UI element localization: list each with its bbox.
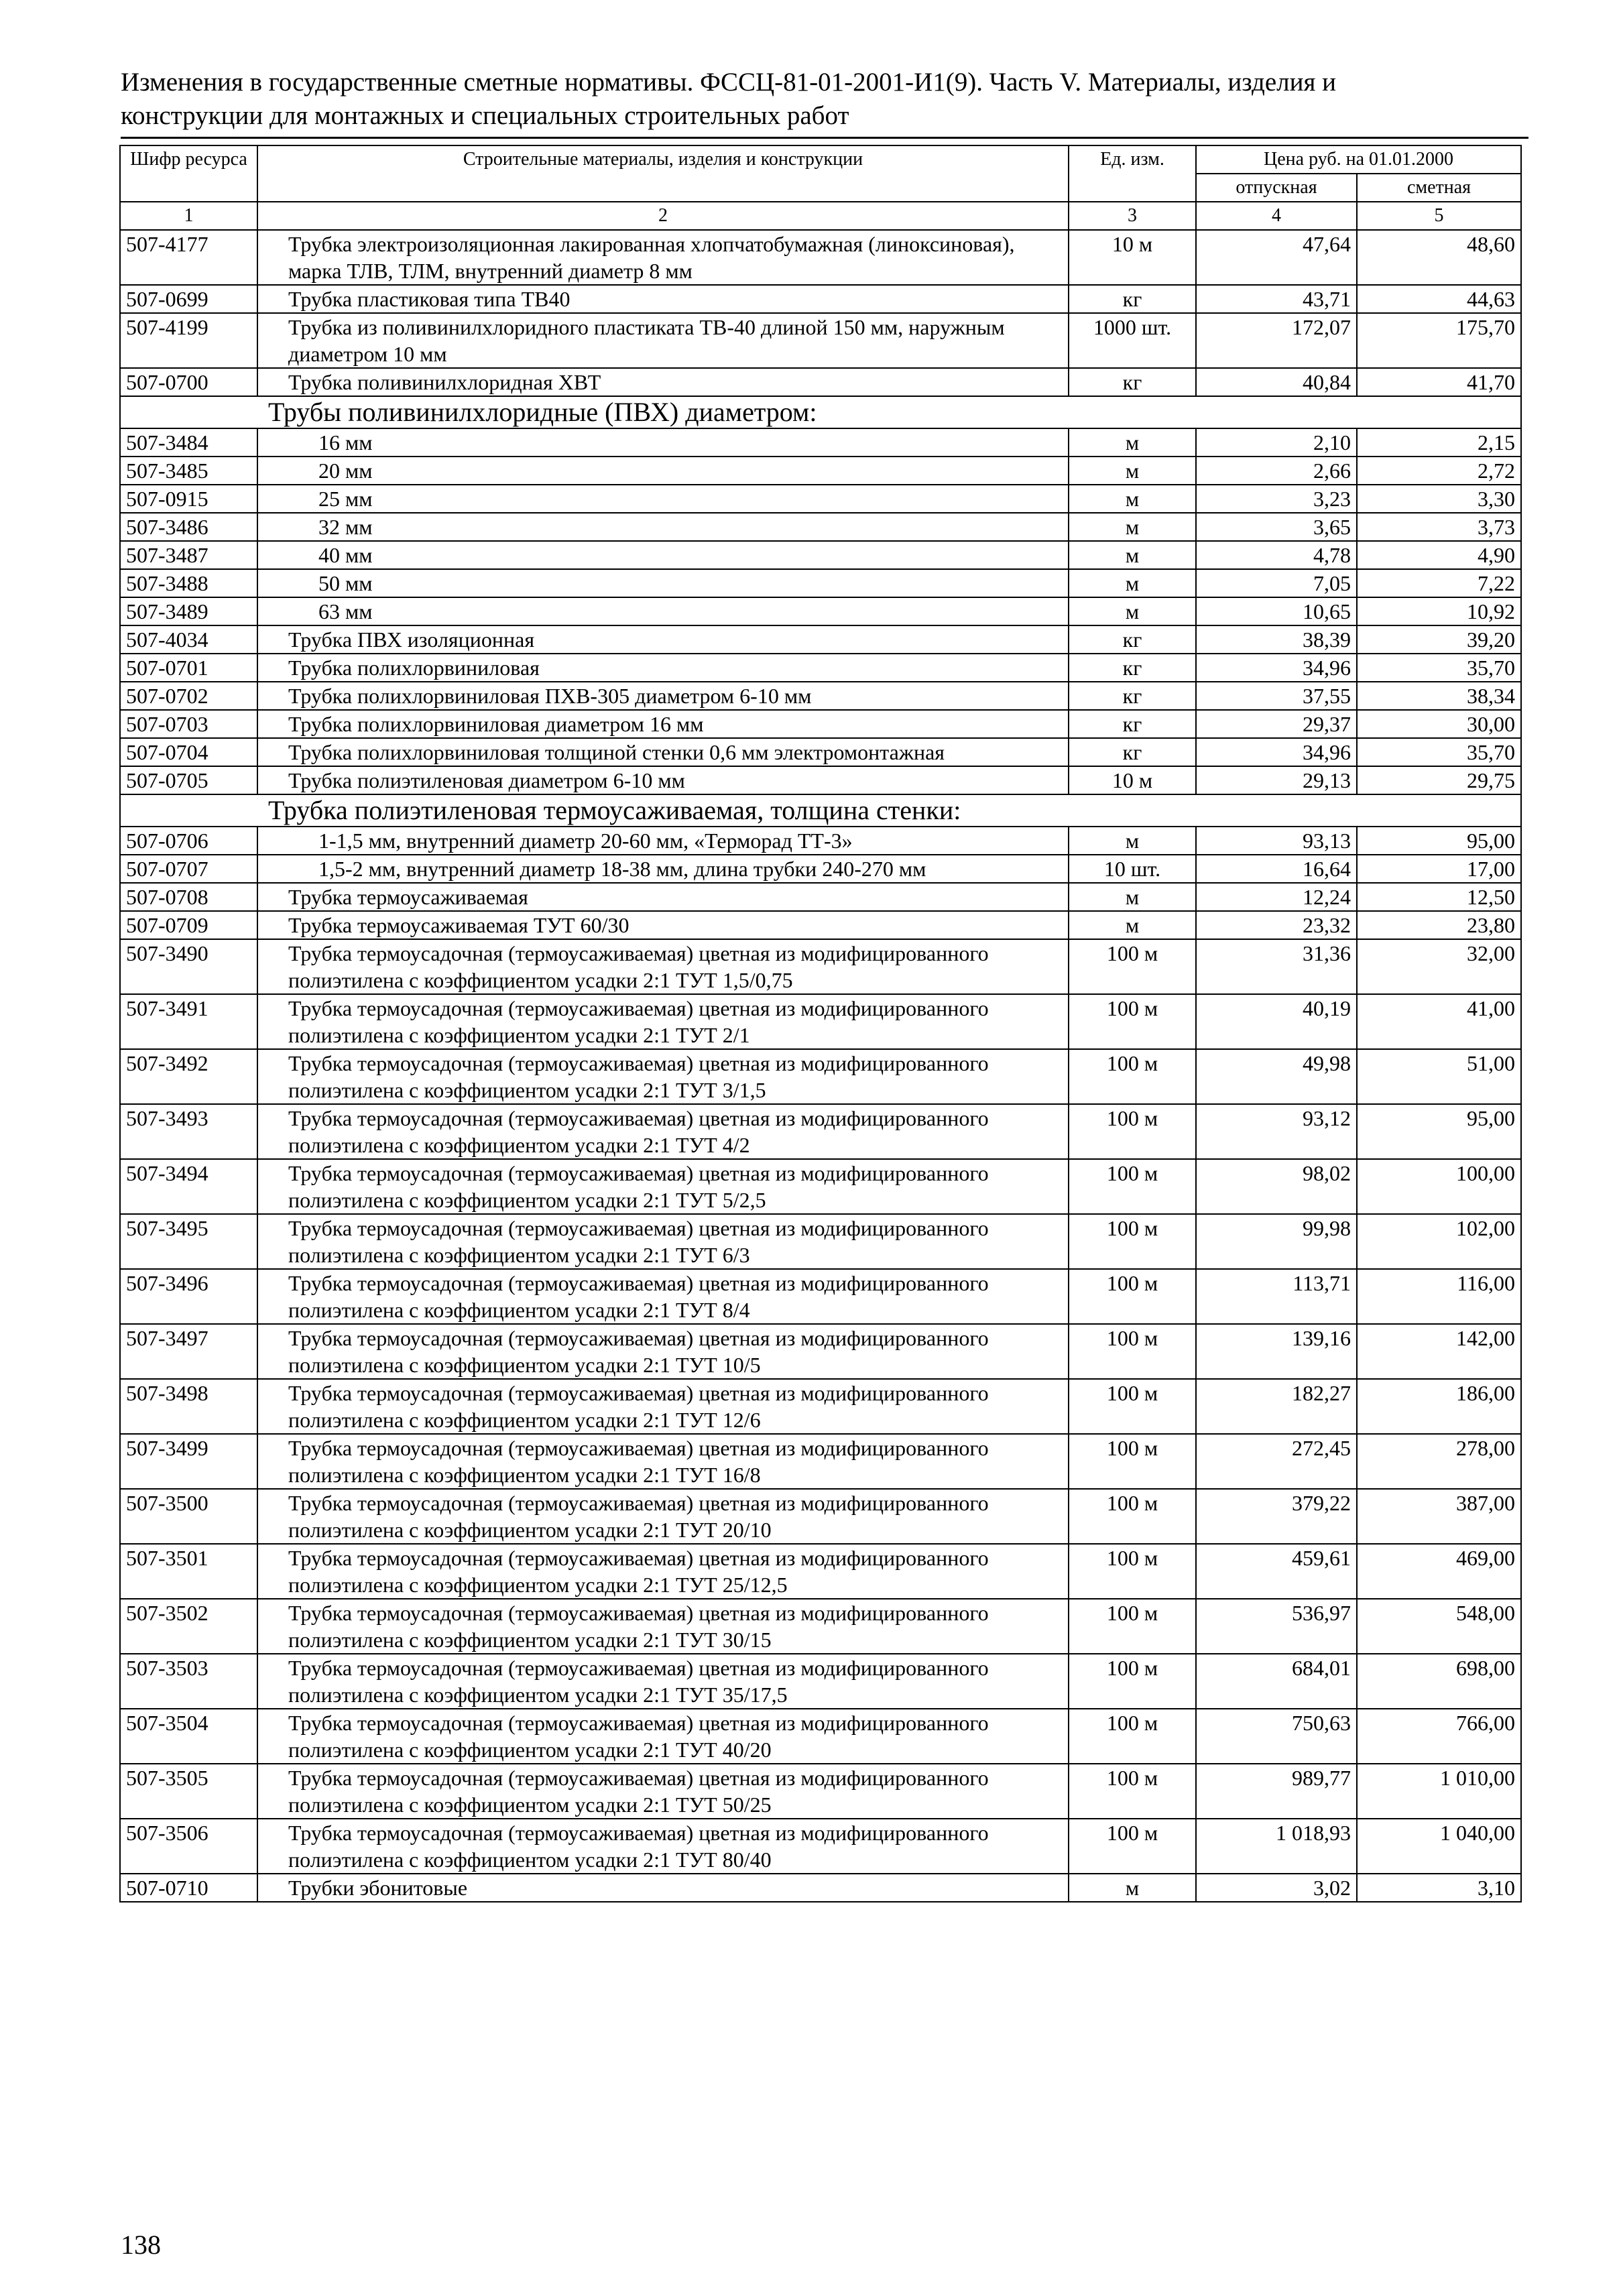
resource-code: 507-3497 [120, 1324, 257, 1379]
estimate-price: 116,00 [1357, 1269, 1521, 1324]
material-name: Трубка ПВХ изоляционная [257, 625, 1069, 654]
unit-of-measure: м [1069, 827, 1196, 855]
material-name: Трубка термоусадочная (термоусаживаемая) цветная из модифицированного полиэтилена с коэффициентом усадки 2:1 ТУТ 2/1 [257, 994, 1069, 1049]
resource-code: 507-3501 [120, 1544, 257, 1599]
estimate-price: 698,00 [1357, 1654, 1521, 1709]
table-row [120, 368, 1521, 396]
table-row [120, 230, 1521, 285]
table-row [120, 285, 1521, 313]
material-name: Трубка полихлорвиниловая толщиной стенки 0,6 мм электромонтажная [257, 738, 1069, 766]
release-price: 29,37 [1196, 710, 1357, 738]
estimate-price: 30,00 [1357, 710, 1521, 738]
resource-code: 507-3487 [120, 541, 257, 569]
table-row [120, 513, 1521, 541]
resource-code: 507-3492 [120, 1049, 257, 1104]
unit-of-measure: 10 м [1069, 766, 1196, 794]
estimate-price: 35,70 [1357, 654, 1521, 682]
header-rule [121, 137, 1528, 139]
release-price: 93,13 [1196, 827, 1357, 855]
unit-of-measure: 10 м [1069, 230, 1196, 285]
resource-code: 507-0701 [120, 654, 257, 682]
table-row [120, 939, 1521, 994]
estimate-price: 100,00 [1357, 1159, 1521, 1214]
unit-of-measure: м [1069, 513, 1196, 541]
release-price: 29,13 [1196, 766, 1357, 794]
resource-code: 507-3505 [120, 1764, 257, 1819]
estimate-price: 39,20 [1357, 625, 1521, 654]
section-row [120, 396, 1521, 428]
estimate-price: 41,70 [1357, 368, 1521, 396]
estimate-price: 23,80 [1357, 911, 1521, 939]
estimate-price: 548,00 [1357, 1599, 1521, 1654]
unit-of-measure: 100 м [1069, 1819, 1196, 1874]
unit-of-measure: кг [1069, 625, 1196, 654]
column-number: 2 [257, 202, 1069, 230]
material-name: Трубка термоусадочная (термоусаживаемая) цветная из модифицированного полиэтилена с коэффициентом усадки 2:1 ТУТ 35/17,5 [257, 1654, 1069, 1709]
resource-code: 507-0702 [120, 682, 257, 710]
unit-of-measure: 100 м [1069, 1269, 1196, 1324]
estimate-price: 48,60 [1357, 230, 1521, 285]
estimate-price: 387,00 [1357, 1489, 1521, 1544]
resource-code: 507-3493 [120, 1104, 257, 1159]
table-row [120, 710, 1521, 738]
table-row [120, 1654, 1521, 1709]
estimate-price: 469,00 [1357, 1544, 1521, 1599]
material-name: Трубка поливинилхлоридная ХВТ [257, 368, 1069, 396]
unit-of-measure: 100 м [1069, 1379, 1196, 1434]
table-row [120, 1434, 1521, 1489]
unit-of-measure: м [1069, 597, 1196, 625]
release-price: 93,12 [1196, 1104, 1357, 1159]
release-price: 7,05 [1196, 569, 1357, 597]
resource-code: 507-3502 [120, 1599, 257, 1654]
table-row [120, 1764, 1521, 1819]
estimate-price: 44,63 [1357, 285, 1521, 313]
estimate-price: 3,10 [1357, 1874, 1521, 1902]
estimate-price: 278,00 [1357, 1434, 1521, 1489]
estimate-price: 41,00 [1357, 994, 1521, 1049]
resource-code: 507-3498 [120, 1379, 257, 1434]
estimate-price: 32,00 [1357, 939, 1521, 994]
material-name: 50 мм [257, 569, 1069, 597]
resource-code: 507-3496 [120, 1269, 257, 1324]
material-name: Трубка электроизоляционная лакированная хлопчатобумажная (линоксиновая), марка ТЛВ, ТЛМ, внутренний диаметр 8 мм [257, 230, 1069, 285]
estimate-price: 35,70 [1357, 738, 1521, 766]
release-price: 459,61 [1196, 1544, 1357, 1599]
release-price: 182,27 [1196, 1379, 1357, 1434]
table-row [120, 1709, 1521, 1764]
table-row [120, 827, 1521, 855]
column-number: 1 [120, 202, 257, 230]
estimate-price: 12,50 [1357, 883, 1521, 911]
release-price: 272,45 [1196, 1434, 1357, 1489]
release-price: 98,02 [1196, 1159, 1357, 1214]
unit-of-measure: 100 м [1069, 1764, 1196, 1819]
material-name: 16 мм [257, 428, 1069, 457]
release-price: 989,77 [1196, 1764, 1357, 1819]
estimate-price: 102,00 [1357, 1214, 1521, 1269]
section-row [120, 794, 1521, 827]
resource-code: 507-3490 [120, 939, 257, 994]
resource-code: 507-3484 [120, 428, 257, 457]
table-row [120, 1049, 1521, 1104]
material-name: Трубки эбонитовые [257, 1874, 1069, 1902]
unit-of-measure: 100 м [1069, 1159, 1196, 1214]
table-row [120, 1324, 1521, 1379]
unit-of-measure: м [1069, 541, 1196, 569]
resource-code: 507-3503 [120, 1654, 257, 1709]
release-price: 1 018,93 [1196, 1819, 1357, 1874]
resource-code: 507-3504 [120, 1709, 257, 1764]
table-row [120, 1874, 1521, 1902]
header-line-2: конструкции для монтажных и специальных строительных работ [121, 101, 849, 130]
table-row [120, 428, 1521, 457]
estimate-price: 38,34 [1357, 682, 1521, 710]
unit-of-measure: кг [1069, 654, 1196, 682]
material-name: Трубка термоусадочная (термоусаживаемая) цветная из модифицированного полиэтилена с коэффициентом усадки 2:1 ТУТ 20/10 [257, 1489, 1069, 1544]
table-header-row [120, 145, 1521, 174]
column-numbers-row [120, 202, 1521, 230]
unit-of-measure: 100 м [1069, 1654, 1196, 1709]
release-price: 2,10 [1196, 428, 1357, 457]
estimate-price: 7,22 [1357, 569, 1521, 597]
resource-code: 507-4199 [120, 313, 257, 368]
resource-code: 507-0703 [120, 710, 257, 738]
table-row [120, 1544, 1521, 1599]
table-row [120, 994, 1521, 1049]
release-price: 172,07 [1196, 313, 1357, 368]
header-code: Шифр ресурса [120, 145, 257, 202]
material-name: Трубка термоусадочная (термоусаживаемая) цветная из модифицированного полиэтилена с коэффициентом усадки 2:1 ТУТ 40/20 [257, 1709, 1069, 1764]
table-row [120, 313, 1521, 368]
price-table [119, 145, 1522, 1902]
estimate-price: 29,75 [1357, 766, 1521, 794]
table-row [120, 1104, 1521, 1159]
resource-code: 507-4177 [120, 230, 257, 285]
unit-of-measure: 100 м [1069, 1544, 1196, 1599]
release-price: 49,98 [1196, 1049, 1357, 1104]
unit-of-measure: 100 м [1069, 939, 1196, 994]
material-name: Трубка термоусадочная (термоусаживаемая) цветная из модифицированного полиэтилена с коэффициентом усадки 2:1 ТУТ 3/1,5 [257, 1049, 1069, 1104]
resource-code: 507-0707 [120, 855, 257, 883]
unit-of-measure: 100 м [1069, 1599, 1196, 1654]
table-row [120, 766, 1521, 794]
estimate-price: 51,00 [1357, 1049, 1521, 1104]
release-price: 2,66 [1196, 457, 1357, 485]
unit-of-measure: 10 шт. [1069, 855, 1196, 883]
release-price: 40,19 [1196, 994, 1357, 1049]
material-name: Трубка полиэтиленовая диаметром 6-10 мм [257, 766, 1069, 794]
table-row [120, 457, 1521, 485]
header-name: Строительные материалы, изделия и конструкции [257, 145, 1069, 202]
header-price-release: отпускная [1196, 174, 1357, 202]
resource-code: 507-0704 [120, 738, 257, 766]
material-name: Трубка пластиковая типа ТВ40 [257, 285, 1069, 313]
material-name: 25 мм [257, 485, 1069, 513]
material-name: 1,5-2 мм, внутренний диаметр 18-38 мм, длина трубки 240-270 мм [257, 855, 1069, 883]
header-price-estimate: сметная [1357, 174, 1521, 202]
release-price: 37,55 [1196, 682, 1357, 710]
table-row [120, 855, 1521, 883]
resource-code: 507-3499 [120, 1434, 257, 1489]
resource-code: 507-0700 [120, 368, 257, 396]
resource-code: 507-3500 [120, 1489, 257, 1544]
material-name: Трубка полихлорвиниловая диаметром 16 мм [257, 710, 1069, 738]
release-price: 3,65 [1196, 513, 1357, 541]
table-row [120, 1489, 1521, 1544]
unit-of-measure: 100 м [1069, 994, 1196, 1049]
resource-code: 507-0709 [120, 911, 257, 939]
unit-of-measure: м [1069, 911, 1196, 939]
material-name: Трубка термоусаживаемая [257, 883, 1069, 911]
estimate-price: 142,00 [1357, 1324, 1521, 1379]
estimate-price: 175,70 [1357, 313, 1521, 368]
header-price-group: Цена руб. на 01.01.2000 [1196, 145, 1521, 174]
release-price: 43,71 [1196, 285, 1357, 313]
material-name: Трубка термоусадочная (термоусаживаемая) цветная из модифицированного полиэтилена с коэффициентом усадки 2:1 ТУТ 4/2 [257, 1104, 1069, 1159]
header-unit: Ед. изм. [1069, 145, 1196, 202]
table-row [120, 1269, 1521, 1324]
release-price: 379,22 [1196, 1489, 1357, 1544]
material-name: Трубка полихлорвиниловая [257, 654, 1069, 682]
release-price: 139,16 [1196, 1324, 1357, 1379]
table-row [120, 597, 1521, 625]
release-price: 38,39 [1196, 625, 1357, 654]
resource-code: 507-0708 [120, 883, 257, 911]
material-name: Трубка полихлорвиниловая ПХВ-305 диаметром 6-10 мм [257, 682, 1069, 710]
material-name: 1-1,5 мм, внутренний диаметр 20-60 мм, «Терморад ТТ-3» [257, 827, 1069, 855]
estimate-price: 17,00 [1357, 855, 1521, 883]
resource-code: 507-3485 [120, 457, 257, 485]
resource-code: 507-3489 [120, 597, 257, 625]
material-name: Трубка термоусадочная (термоусаживаемая) цветная из модифицированного полиэтилена с коэффициентом усадки 2:1 ТУТ 8/4 [257, 1269, 1069, 1324]
estimate-price: 4,90 [1357, 541, 1521, 569]
unit-of-measure: кг [1069, 738, 1196, 766]
estimate-price: 95,00 [1357, 1104, 1521, 1159]
resource-code: 507-0915 [120, 485, 257, 513]
resource-code: 507-3488 [120, 569, 257, 597]
release-price: 4,78 [1196, 541, 1357, 569]
unit-of-measure: м [1069, 485, 1196, 513]
estimate-price: 1 040,00 [1357, 1819, 1521, 1874]
table-row [120, 1159, 1521, 1214]
resource-code: 507-0705 [120, 766, 257, 794]
column-number: 3 [1069, 202, 1196, 230]
material-name: 40 мм [257, 541, 1069, 569]
table-row [120, 1819, 1521, 1874]
table-row [120, 541, 1521, 569]
estimate-price: 1 010,00 [1357, 1764, 1521, 1819]
release-price: 99,98 [1196, 1214, 1357, 1269]
unit-of-measure: 100 м [1069, 1709, 1196, 1764]
table-row [120, 1214, 1521, 1269]
column-number: 5 [1357, 202, 1521, 230]
material-name: Трубка термоусадочная (термоусаживаемая) цветная из модифицированного полиэтилена с коэффициентом усадки 2:1 ТУТ 50/25 [257, 1764, 1069, 1819]
release-price: 34,96 [1196, 654, 1357, 682]
resource-code: 507-4034 [120, 625, 257, 654]
estimate-price: 186,00 [1357, 1379, 1521, 1434]
section-title: Трубы поливинилхлоридные (ПВХ) диаметром: [120, 396, 1521, 428]
material-name: Трубка термоусадочная (термоусаживаемая) цветная из модифицированного полиэтилена с коэффициентом усадки 2:1 ТУТ 6/3 [257, 1214, 1069, 1269]
release-price: 113,71 [1196, 1269, 1357, 1324]
estimate-price: 10,92 [1357, 597, 1521, 625]
unit-of-measure: кг [1069, 682, 1196, 710]
table-row [120, 883, 1521, 911]
unit-of-measure: м [1069, 569, 1196, 597]
table-row [120, 911, 1521, 939]
unit-of-measure: 1000 шт. [1069, 313, 1196, 368]
resource-code: 507-0706 [120, 827, 257, 855]
material-name: 32 мм [257, 513, 1069, 541]
release-price: 536,97 [1196, 1599, 1357, 1654]
material-name: 20 мм [257, 457, 1069, 485]
resource-code: 507-0710 [120, 1874, 257, 1902]
table-row [120, 625, 1521, 654]
material-name: Трубка термоусадочная (термоусаживаемая) цветная из модифицированного полиэтилена с коэффициентом усадки 2:1 ТУТ 30/15 [257, 1599, 1069, 1654]
unit-of-measure: м [1069, 883, 1196, 911]
material-name: Трубка термоусадочная (термоусаживаемая) цветная из модифицированного полиэтилена с коэффициентом усадки 2:1 ТУТ 1,5/0,75 [257, 939, 1069, 994]
material-name: Трубка термоусадочная (термоусаживаемая) цветная из модифицированного полиэтилена с коэффициентом усадки 2:1 ТУТ 10/5 [257, 1324, 1069, 1379]
estimate-price: 95,00 [1357, 827, 1521, 855]
resource-code: 507-3506 [120, 1819, 257, 1874]
table-row [120, 682, 1521, 710]
section-title: Трубка полиэтиленовая термоусаживаемая, толщина стенки: [120, 794, 1521, 827]
table-row [120, 654, 1521, 682]
page-header [121, 66, 1528, 133]
unit-of-measure: 100 м [1069, 1489, 1196, 1544]
unit-of-measure: 100 м [1069, 1104, 1196, 1159]
table-row [120, 1599, 1521, 1654]
table-row [120, 485, 1521, 513]
release-price: 23,32 [1196, 911, 1357, 939]
resource-code: 507-3495 [120, 1214, 257, 1269]
column-number: 4 [1196, 202, 1357, 230]
estimate-price: 3,30 [1357, 485, 1521, 513]
table-row [120, 1379, 1521, 1434]
table-row [120, 569, 1521, 597]
header-line-1: Изменения в государственные сметные нормативы. ФССЦ-81-01-2001-И1(9). Часть V. Материалы, изделия и [121, 68, 1337, 97]
unit-of-measure: 100 м [1069, 1049, 1196, 1104]
unit-of-measure: м [1069, 457, 1196, 485]
table-row [120, 738, 1521, 766]
unit-of-measure: 100 м [1069, 1214, 1196, 1269]
release-price: 12,24 [1196, 883, 1357, 911]
resource-code: 507-3491 [120, 994, 257, 1049]
release-price: 31,36 [1196, 939, 1357, 994]
release-price: 3,02 [1196, 1874, 1357, 1902]
material-name: Трубка термоусаживаемая ТУТ 60/30 [257, 911, 1069, 939]
unit-of-measure: м [1069, 428, 1196, 457]
release-price: 3,23 [1196, 485, 1357, 513]
unit-of-measure: кг [1069, 285, 1196, 313]
release-price: 16,64 [1196, 855, 1357, 883]
material-name: Трубка термоусадочная (термоусаживаемая) цветная из модифицированного полиэтилена с коэффициентом усадки 2:1 ТУТ 16/8 [257, 1434, 1069, 1489]
material-name: Трубка термоусадочная (термоусаживаемая) цветная из модифицированного полиэтилена с коэффициентом усадки 2:1 ТУТ 5/2,5 [257, 1159, 1069, 1214]
resource-code: 507-3494 [120, 1159, 257, 1214]
material-name: 63 мм [257, 597, 1069, 625]
material-name: Трубка из поливинилхлоридного пластиката ТВ-40 длиной 150 мм, наружным диаметром 10 мм [257, 313, 1069, 368]
estimate-price: 2,72 [1357, 457, 1521, 485]
page-number: 138 [121, 2230, 161, 2260]
resource-code: 507-0699 [120, 285, 257, 313]
release-price: 750,63 [1196, 1709, 1357, 1764]
unit-of-measure: м [1069, 1874, 1196, 1902]
release-price: 47,64 [1196, 230, 1357, 285]
release-price: 34,96 [1196, 738, 1357, 766]
unit-of-measure: кг [1069, 710, 1196, 738]
unit-of-measure: 100 м [1069, 1324, 1196, 1379]
material-name: Трубка термоусадочная (термоусаживаемая) цветная из модифицированного полиэтилена с коэффициентом усадки 2:1 ТУТ 80/40 [257, 1819, 1069, 1874]
material-name: Трубка термоусадочная (термоусаживаемая) цветная из модифицированного полиэтилена с коэффициентом усадки 2:1 ТУТ 12/6 [257, 1379, 1069, 1434]
release-price: 10,65 [1196, 597, 1357, 625]
unit-of-measure: кг [1069, 368, 1196, 396]
material-name: Трубка термоусадочная (термоусаживаемая) цветная из модифицированного полиэтилена с коэффициентом усадки 2:1 ТУТ 25/12,5 [257, 1544, 1069, 1599]
release-price: 684,01 [1196, 1654, 1357, 1709]
resource-code: 507-3486 [120, 513, 257, 541]
release-price: 40,84 [1196, 368, 1357, 396]
estimate-price: 766,00 [1357, 1709, 1521, 1764]
estimate-price: 3,73 [1357, 513, 1521, 541]
unit-of-measure: 100 м [1069, 1434, 1196, 1489]
estimate-price: 2,15 [1357, 428, 1521, 457]
